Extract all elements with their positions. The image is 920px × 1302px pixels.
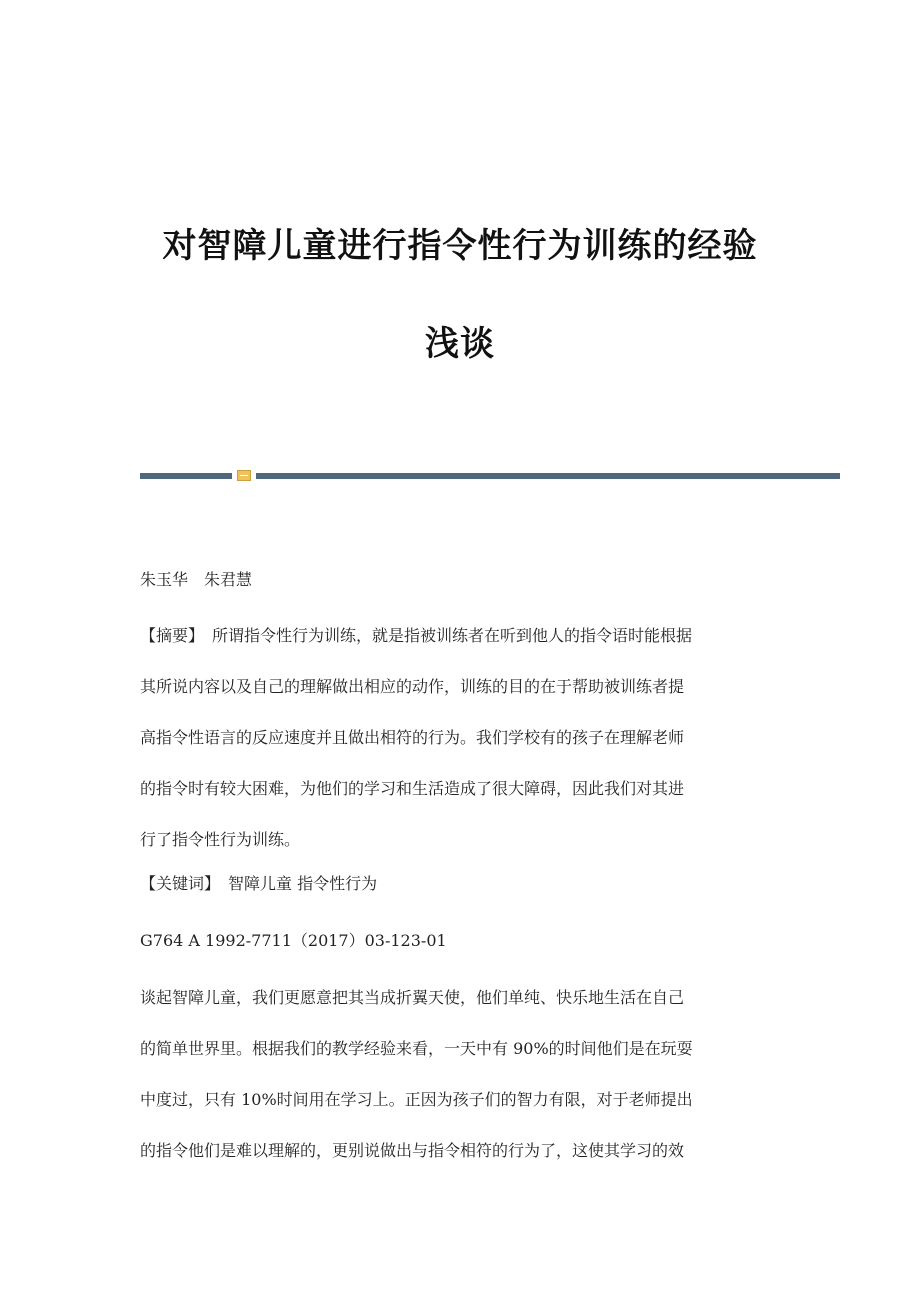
classification-code: G764 A 1992-7711（2017）03-123-01 [140, 931, 447, 950]
body-line: 的指令他们是难以理解的，更别说做出与指令相符的行为了，这使其学习的效 [140, 1141, 685, 1160]
divider-bar-left [140, 473, 232, 479]
authors: 朱玉华 朱君慧 [140, 570, 253, 589]
abstract [140, 623, 780, 878]
divider-bar-right [256, 473, 840, 479]
body-line: 中度过，只有 10%时间用在学习上。正因为孩子们的智力有限，对于老师提出 [140, 1090, 693, 1109]
title-divider [140, 470, 840, 480]
divider-emblem-icon [237, 470, 251, 481]
abstract-line: 的指令时有较大困难，为他们的学习和生活造成了很大障碍，因此我们对其进 [140, 779, 685, 798]
abstract-line: 其所说内容以及自己的理解做出相应的动作，训练的目的在于帮助被训练者提 [140, 677, 685, 696]
abstract-line: 高指令性语言的反应速度并且做出相符的行为。我们学校有的孩子在理解老师 [140, 728, 685, 747]
body-paragraph [140, 985, 780, 1189]
keywords-value: 智障儿童 指令性行为 [228, 874, 378, 893]
body-line: 谈起智障儿童，我们更愿意把其当成折翼天使，他们单纯、快乐地生活在自己 [140, 988, 685, 1007]
body-line: 的简单世界里。根据我们的教学经验来看，一天中有 90%的时间他们是在玩耍 [140, 1039, 693, 1058]
keywords [140, 871, 780, 897]
keywords-label: 【关键词】 [140, 874, 221, 893]
abstract-label: 【摘要】 [140, 626, 205, 645]
title-line-2: 浅谈 [425, 324, 495, 364]
title-line-1: 对智障儿童进行指令性行为训练的经验 [162, 226, 758, 266]
abstract-line: 行了指令性行为训练。 [140, 830, 301, 849]
abstract-line: 【摘要】 所谓指令性行为训练，就是指被训练者在听到他人的指令语时能根据 [140, 626, 693, 645]
